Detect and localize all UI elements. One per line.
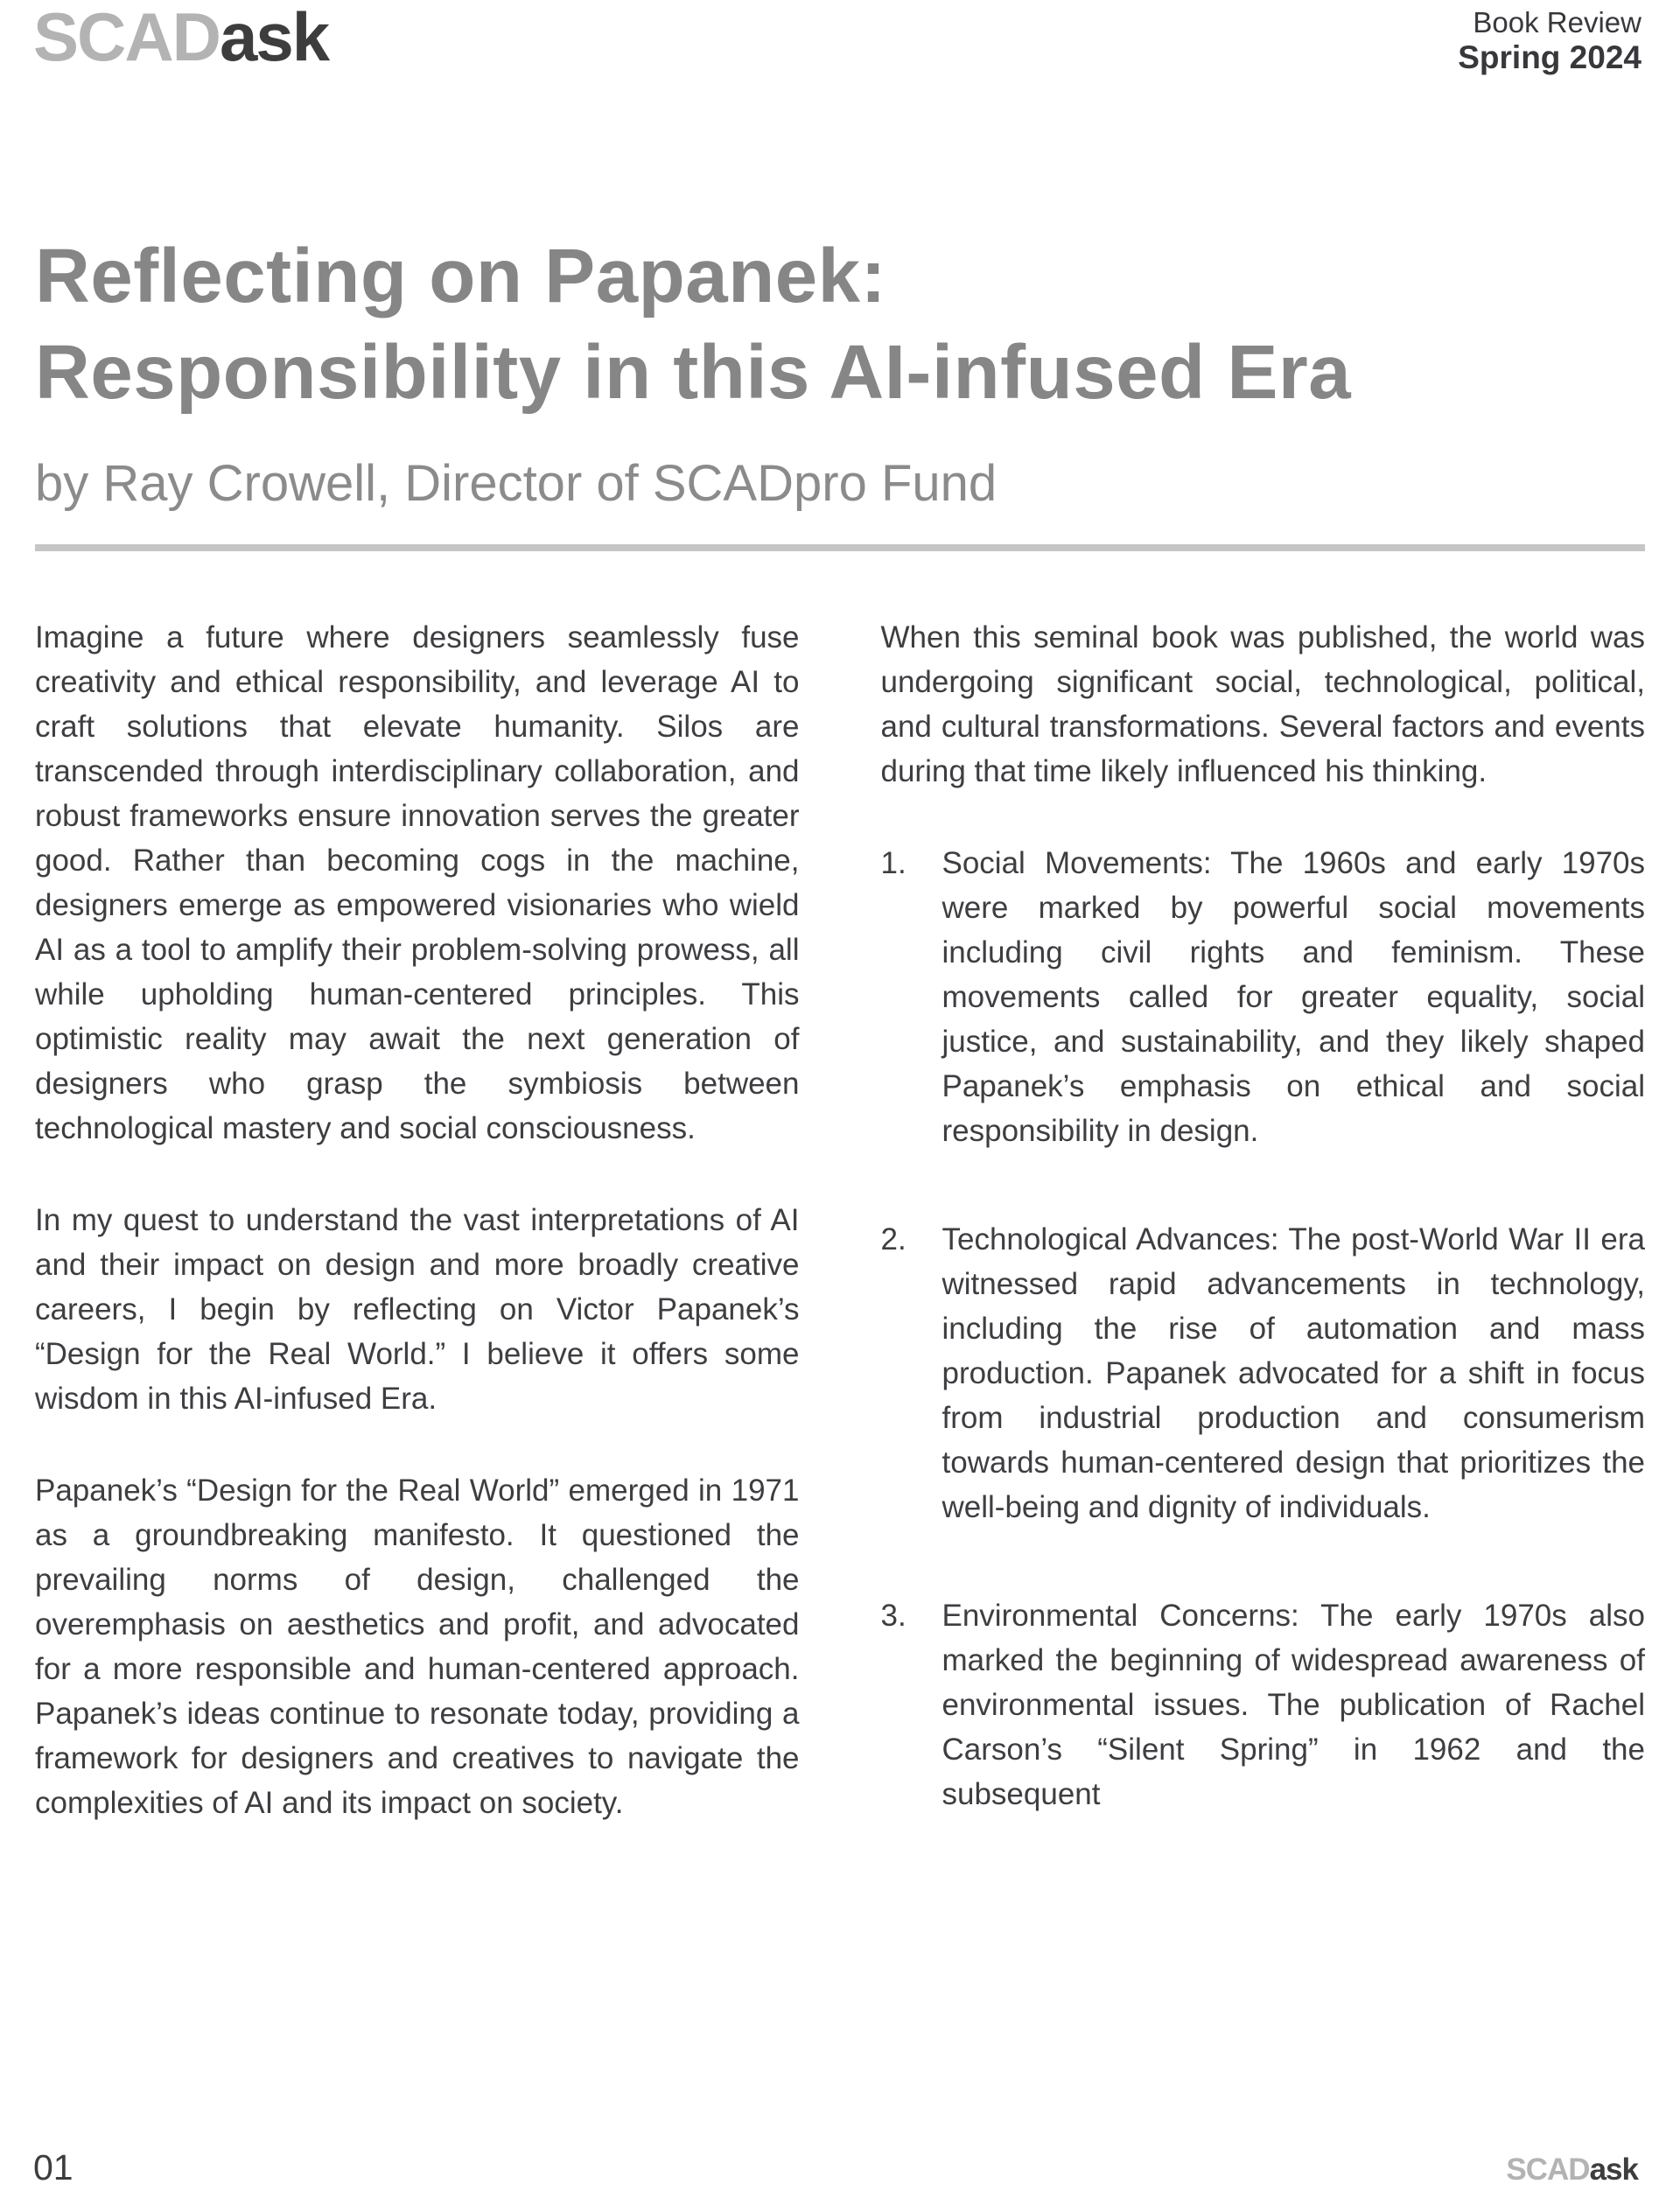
paragraph-1: Imagine a future where designers seamlessly fuse creativity and ethical responsibility, and leverage AI to craft solutions that elevate humanity. Silos are transcended through interdisciplinary collaboration, and robust frameworks ensure innovation serves the greater good. Rather than becoming cogs in the machine, designers emerge as empowered visionaries who wield AI as a tool to amplify their problem-solving prowess, all while upholding human-centered principles. This optimistic reality may await the next generation of designers who grasp the symbiosis between technological mastery and social consciousness. [35, 620, 800, 1145]
column-left [35, 615, 800, 1825]
paragraph-3: Papanek’s “Design for the Real World” emerged in 1971 as a groundbreaking manifesto. It questioned the prevailing norms of design, challenged the overemphasis on aesthetics and profit, and advocated for a more responsible and human-centered approach. Papanek’s ideas continue to resonate today, providing a framework for designers and creatives to navigate the complexities of AI and its impact on society. [35, 1474, 800, 1820]
page-footer [33, 2148, 1638, 2188]
paragraph-2: In my quest to understand the vast interpretations of AI and their impact on design and more broadly creative careers, I begin by reflecting on Victor Papanek’s “Design for the Real World.” I believe it offers some wisdom in this AI-infused Era. [35, 1203, 800, 1416]
list-item [881, 1217, 1646, 1530]
title-line-1: Reflecting on Papanek: [35, 234, 887, 318]
list-item-number: 2. [880, 1222, 906, 1256]
list-item [881, 841, 1646, 1153]
list-item [881, 1593, 1646, 1816]
footer-logo-text-scad: SCAD [1506, 2152, 1590, 2187]
list-item-number: 3. [880, 1599, 906, 1633]
logo-text-ask: ask [220, 0, 329, 75]
logo-text-scad: SCAD [33, 0, 220, 75]
article-title [35, 228, 1351, 421]
page-number: 01 [33, 2147, 74, 2188]
footer-logo-text-ask: ask [1589, 2152, 1638, 2187]
numbered-list [881, 841, 1646, 1816]
list-item-text: Environmental Concerns: The early 1970s also marked the beginning of widespread awareness of environmental issues. The publication of Rachel Carson’s “Silent Spring” in 1962 and the subsequent [942, 1599, 1645, 1811]
title-line-2: Responsibility in this AI-infused Era [35, 330, 1352, 415]
issue-date: Spring 2024 [1458, 39, 1642, 75]
list-item-text: Technological Advances: The post-World War II era witnessed rapid advancements in technology, including the rise of automation and mass production. Papanek advocated for a shift in focus from industrial production and consumerism towards human-centered design that prioritizes the well-being and dignity of individuals. [942, 1222, 1645, 1524]
list-item-text: Social Movements: The 1960s and early 1970s were marked by powerful social movements including civil rights and feminism. These movements called for greater equality, social justice, and sustainability, and they likely shaped Papanek’s emphasis on ethical and social responsibility in design. [942, 846, 1645, 1148]
column-right [881, 615, 1646, 1825]
footer-scadask-logo [1506, 2152, 1638, 2188]
list-item-number: 1. [880, 846, 906, 880]
article-body [35, 615, 1645, 1825]
masthead-meta [1458, 5, 1642, 75]
kicker-label: Book Review [1473, 6, 1642, 38]
divider-rule [35, 544, 1645, 551]
paragraph-intro: When this seminal book was published, the world was undergoing significant social, technological, political, and cultural transformations. Several factors and events during that time likely influenced his thinking. [880, 620, 1645, 788]
scadask-logo [33, 0, 329, 75]
byline: by Ray Crowell, Director of SCADpro Fund [35, 455, 998, 512]
